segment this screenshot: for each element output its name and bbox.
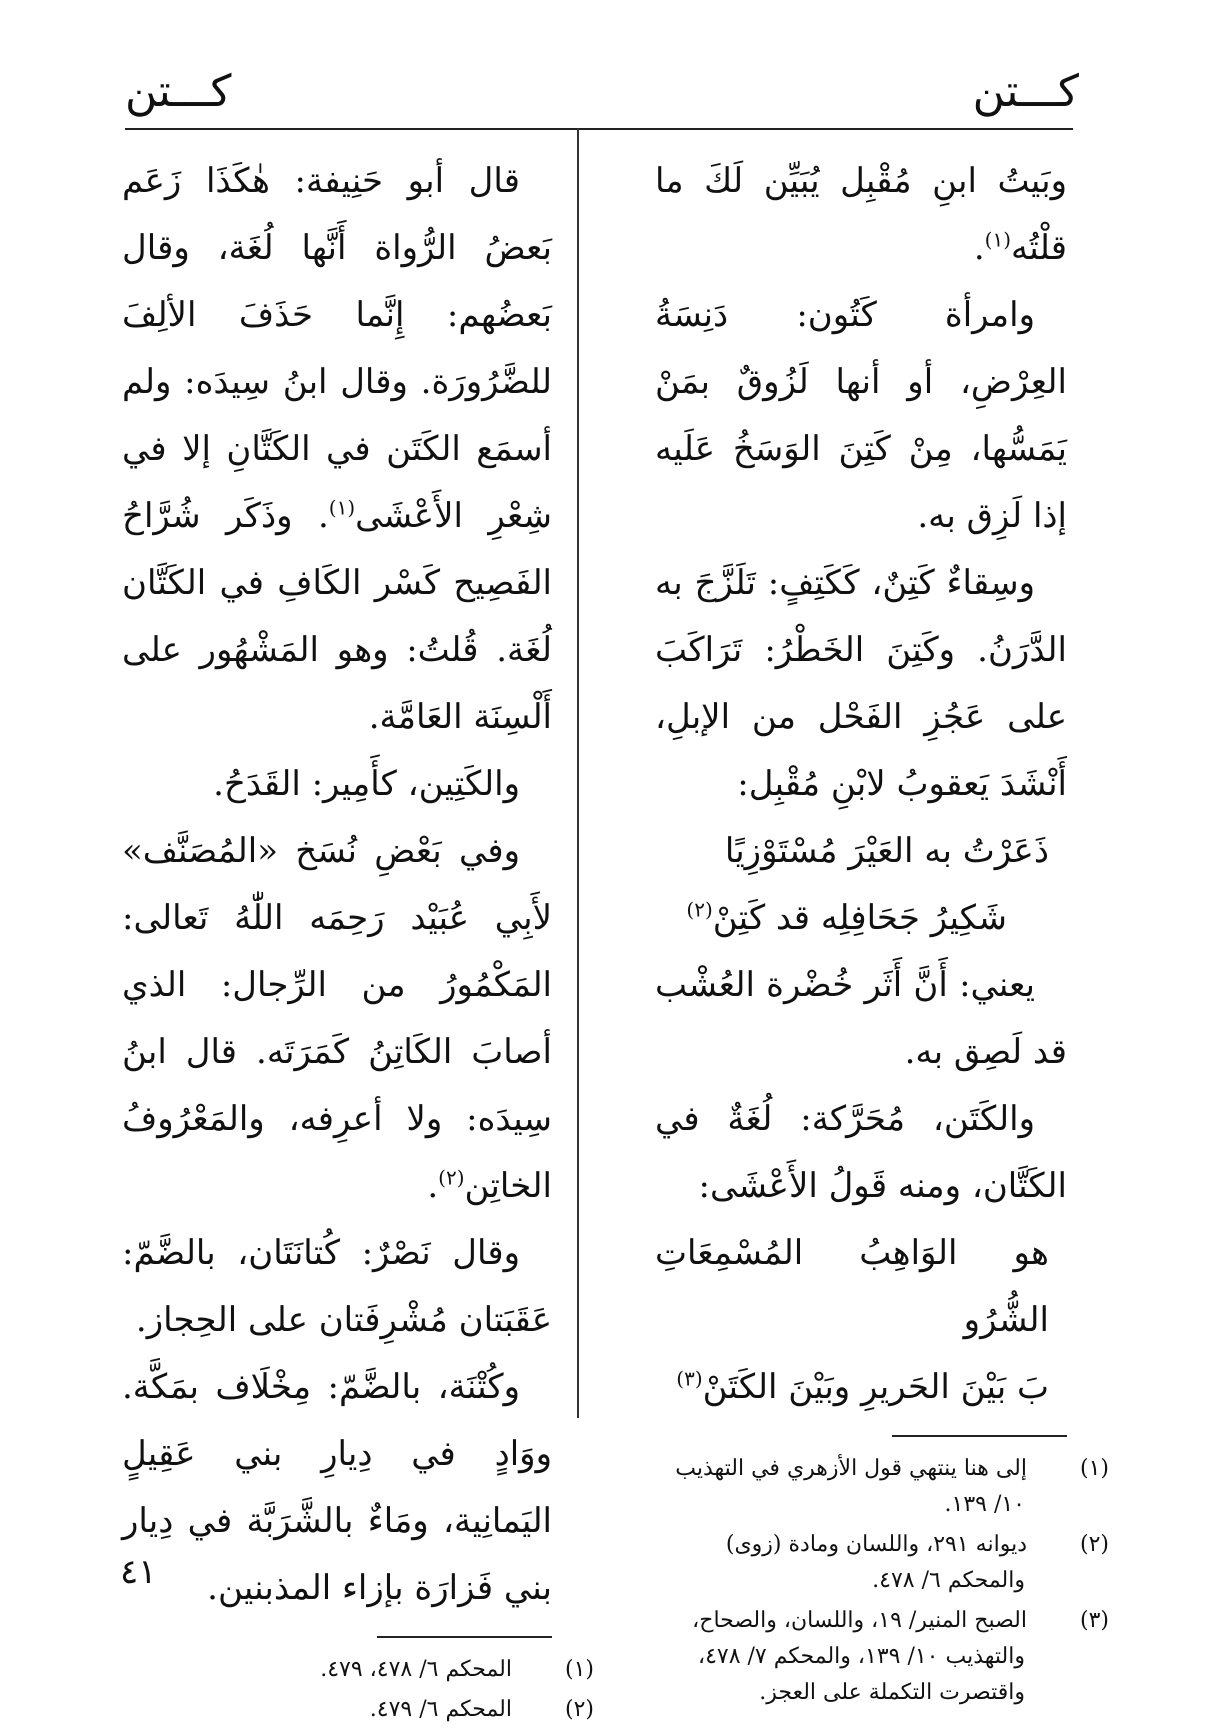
paragraph: وفي بَعْضِ نُسَخ «المُصَنَّف» لأَبِي عُبَيْد رَحِمَه اللّٰهُ تَعالى: المَكْمُورُ من الرِّجال: الذي أصابَ الكَاتِنُ كَمَرَتَه. قال ابنُ سِيدَه: ولا أعرِفه، والمَعْرُوفُ الخاتِن$^{(٢)}$.	[122, 831, 552, 1206]
verse-line: بَ بَيْنَ الحَريرِ وبَيْنَ الكَتَنْ$^{(٣)}$	[676, 1366, 1049, 1407]
footnote-ref: (٢)	[438, 1165, 465, 1190]
header-rule	[125, 128, 1073, 130]
footnote: (٢)المحكم ٦/ ٤٧٩.	[369, 1697, 594, 1722]
page-number: ٤١	[120, 1552, 157, 1592]
footnote: (١)إلى هنا ينتهي قول الأزهري في التهذيب ١٠/ ١٣٩.	[675, 1456, 1109, 1517]
footnote-ref: (٢)	[686, 897, 713, 922]
running-head-left: كـــتن	[125, 66, 232, 117]
paragraph: يعني: أَنَّ أَثَر خُضْرة العُشْب قد لَصِق به.	[655, 965, 1067, 1072]
paragraph: قال أبو حَنِيفة: هٰكَذَا زَعَم بَعضُ الرُّواة أَنَّها لُغَة، وقال بَعضُهم: إِنَّما حَذَفَ الألِفَ للضَّرُورَة. وقال ابنُ سِيدَه: ولم أسمَع الكَتَن في الكَتَّانِ إلا في شِعْرِ الأَعْشَى$^{(١)}$. وذَكَر شُرَّاحُ الفَصِيح كَسْر الكَافِ في الكَتَّان لُغَة. قُلتُ: وهو المَشْهُور على أَلْسِنَة العَامَّة.	[122, 161, 552, 737]
footnotes	[122, 1652, 594, 1728]
running-head-right: كـــتن	[972, 66, 1079, 117]
column-divider	[577, 128, 579, 1418]
footnote-ref: (٣)	[676, 1366, 703, 1391]
paragraph: وامرأة كَتُون: دَنِسَةُ العِرْضِ، أو أنها لَزُوقٌ بمَنْ يَمَسُّها، مِنْ كَتِنَ الوَسَخُ عَلَيه إذا لَزِق به.	[655, 295, 1067, 536]
paragraph: والكَتَن، مُحَرَّكة: لُغَةٌ في الكَتَّان، ومنه قَولُ الأَعْشَى:	[655, 1099, 1067, 1206]
footnote-rule	[377, 1636, 552, 1638]
footnote-ref: (١)	[984, 227, 1011, 252]
right-column	[655, 148, 1109, 1715]
left-column	[122, 148, 594, 1732]
paragraph: وكُتْنَة، بالضَّمّ: مِخْلَاف بمَكَّة. ووَادٍ في دِيارِ بني عَقِيلٍ اليَمانِية، ومَاءٌ بالشَّرَبَّة في دِيار بني فَزارَة بإزاء المذبنين.	[122, 1367, 552, 1608]
paragraph: وسِقاءٌ كَتِنٌ، كَكَتِفٍ: تَلَزَّجَ به الدَّرَنُ. وكَتِنَ الخَطْرُ: تَرَاكَبَ على عَجُزِ الفَحْل من الإبلِ، أَنْشَدَ يَعقوبُ لابْنِ مُقْبِل:	[655, 563, 1067, 804]
verse-line: ذَعَرْتُ به العَيْرَ مُسْتَوْزِيًا	[724, 831, 1049, 871]
footnotes	[655, 1451, 1109, 1711]
footnote-ref: (١)	[328, 495, 356, 520]
paragraph: وبَيتُ ابنِ مُقْبِل يُبَيِّن لَكَ ما قلْتُه$^{(١)}$.	[655, 161, 1067, 268]
footnote: (٢)ديوانه ٢٩١، واللسان ومادة (زوى) والمحكم ٦/ ٤٧٨.	[725, 1532, 1109, 1593]
footnote-rule	[892, 1435, 1067, 1437]
paragraph: وقال نَصْرٌ: كُتانَتَان، بالضَّمّ: عَقَبَتان مُشْرِفَتان على الحِجاز.	[122, 1233, 552, 1340]
paragraph: والكَتِين، كأَمِير: القَدَحُ.	[213, 764, 520, 804]
footnote: (٣)الصبح المنير/ ١٩، واللسان، والصحاح، والتهذيب ١٠/ ١٣٩، والمحكم ٧/ ٤٧٨، واقتصرت التكملة على العجز.	[692, 1608, 1109, 1705]
footnote: (١)المحكم ٦/ ٤٧٨، ٤٧٩.	[320, 1657, 594, 1682]
verse-line: شَكِيرُ جَحَافِلِه قد كَتِنْ$^{(٢)}$	[686, 897, 1007, 938]
verse-line: هو الوَاهِبُ المُسْمِعَاتِ الشُّرُو	[655, 1233, 1049, 1340]
